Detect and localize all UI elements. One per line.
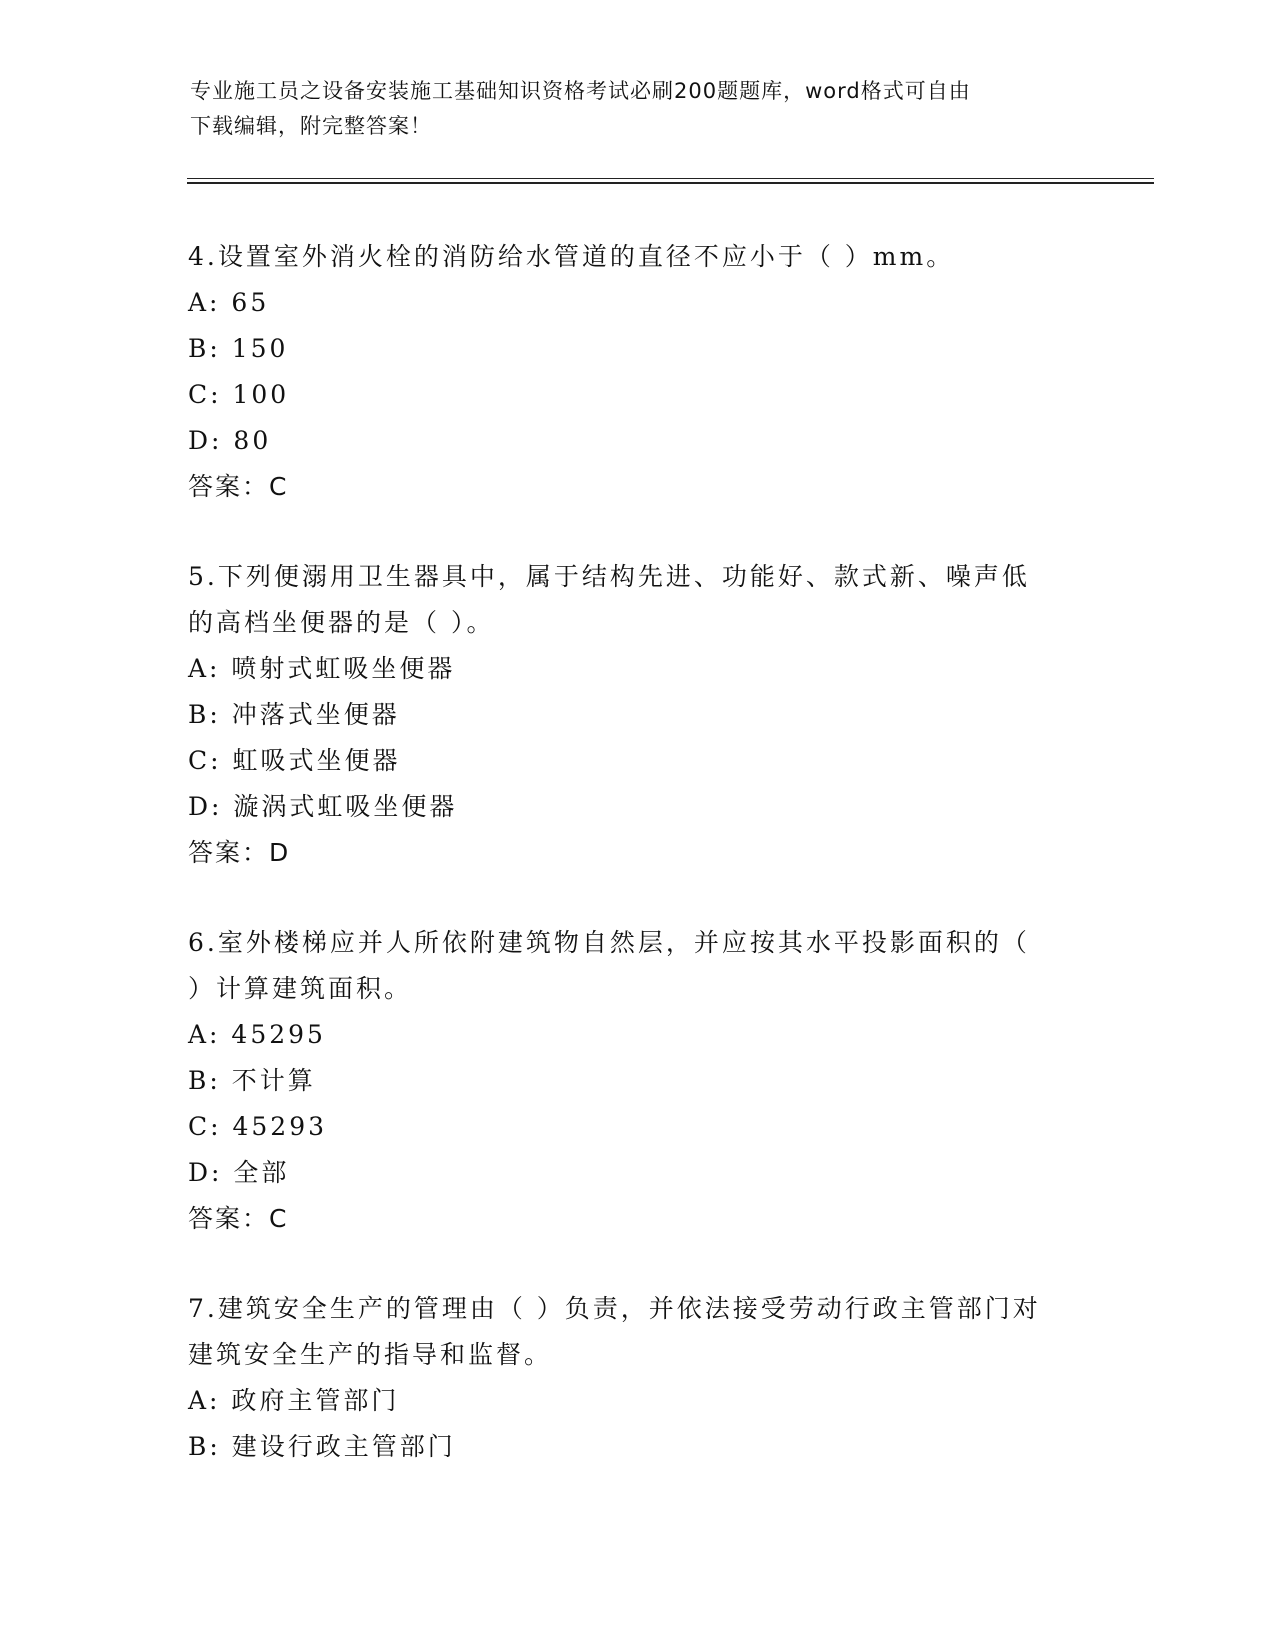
option-a: A: 喷射式虹吸坐便器: [188, 654, 456, 683]
option-d: D: 全部: [188, 1158, 290, 1187]
option-b: B: 不计算: [188, 1066, 316, 1095]
question-6: [188, 920, 1088, 1242]
question-stem-line-1: 6.室外楼梯应并人所依附建筑物自然层，并应按其水平投影面积的（: [188, 928, 1030, 957]
option-a: A: 65: [188, 288, 270, 317]
question-stem-line-2: 建筑安全生产的指导和监督。: [188, 1340, 553, 1369]
question-stem: 4.设置室外消火栓的消防给水管道的直径不应小于（ ）mm。: [188, 242, 955, 271]
question-5: [188, 554, 1088, 876]
option-b: B: 150: [188, 334, 289, 363]
header-line-1: 专业施工员之设备安装施工基础知识资格考试必刷200题题库，word格式可自由: [190, 79, 971, 103]
answer: 答案：C: [188, 472, 289, 501]
question-4: [188, 234, 1088, 510]
question-stem-line-2: ）计算建筑面积。: [188, 974, 413, 1003]
question-stem-line-1: 7.建筑安全生产的管理由（ ）负责，并依法接受劳动行政主管部门对: [188, 1294, 1041, 1323]
option-a: A: 45295: [188, 1020, 326, 1049]
option-c: C: 虹吸式坐便器: [188, 746, 401, 775]
header-divider-thin: [187, 178, 1154, 179]
question-stem-line-1: 5.下列便溺用卫生器具中，属于结构先进、功能好、款式新、噪声低: [188, 562, 1030, 591]
question-stem-line-2: 的高档坐便器的是（ ）。: [188, 608, 495, 637]
option-b: B: 建设行政主管部门: [188, 1432, 456, 1461]
option-c: C: 45293: [188, 1112, 328, 1141]
document-header: [190, 74, 1090, 144]
header-line-2: 下载编辑，附完整答案！: [190, 114, 432, 138]
header-divider-thick: [187, 182, 1154, 184]
question-7: [188, 1286, 1088, 1470]
question-list: [188, 234, 1088, 1514]
answer: 答案：C: [188, 1204, 289, 1233]
option-d: D: 漩涡式虹吸坐便器: [188, 792, 458, 821]
option-a: A: 政府主管部门: [188, 1386, 400, 1415]
answer: 答案：D: [188, 838, 291, 867]
option-b: B: 冲落式坐便器: [188, 700, 400, 729]
option-d: D: 80: [188, 426, 272, 455]
option-c: C: 100: [188, 380, 290, 409]
